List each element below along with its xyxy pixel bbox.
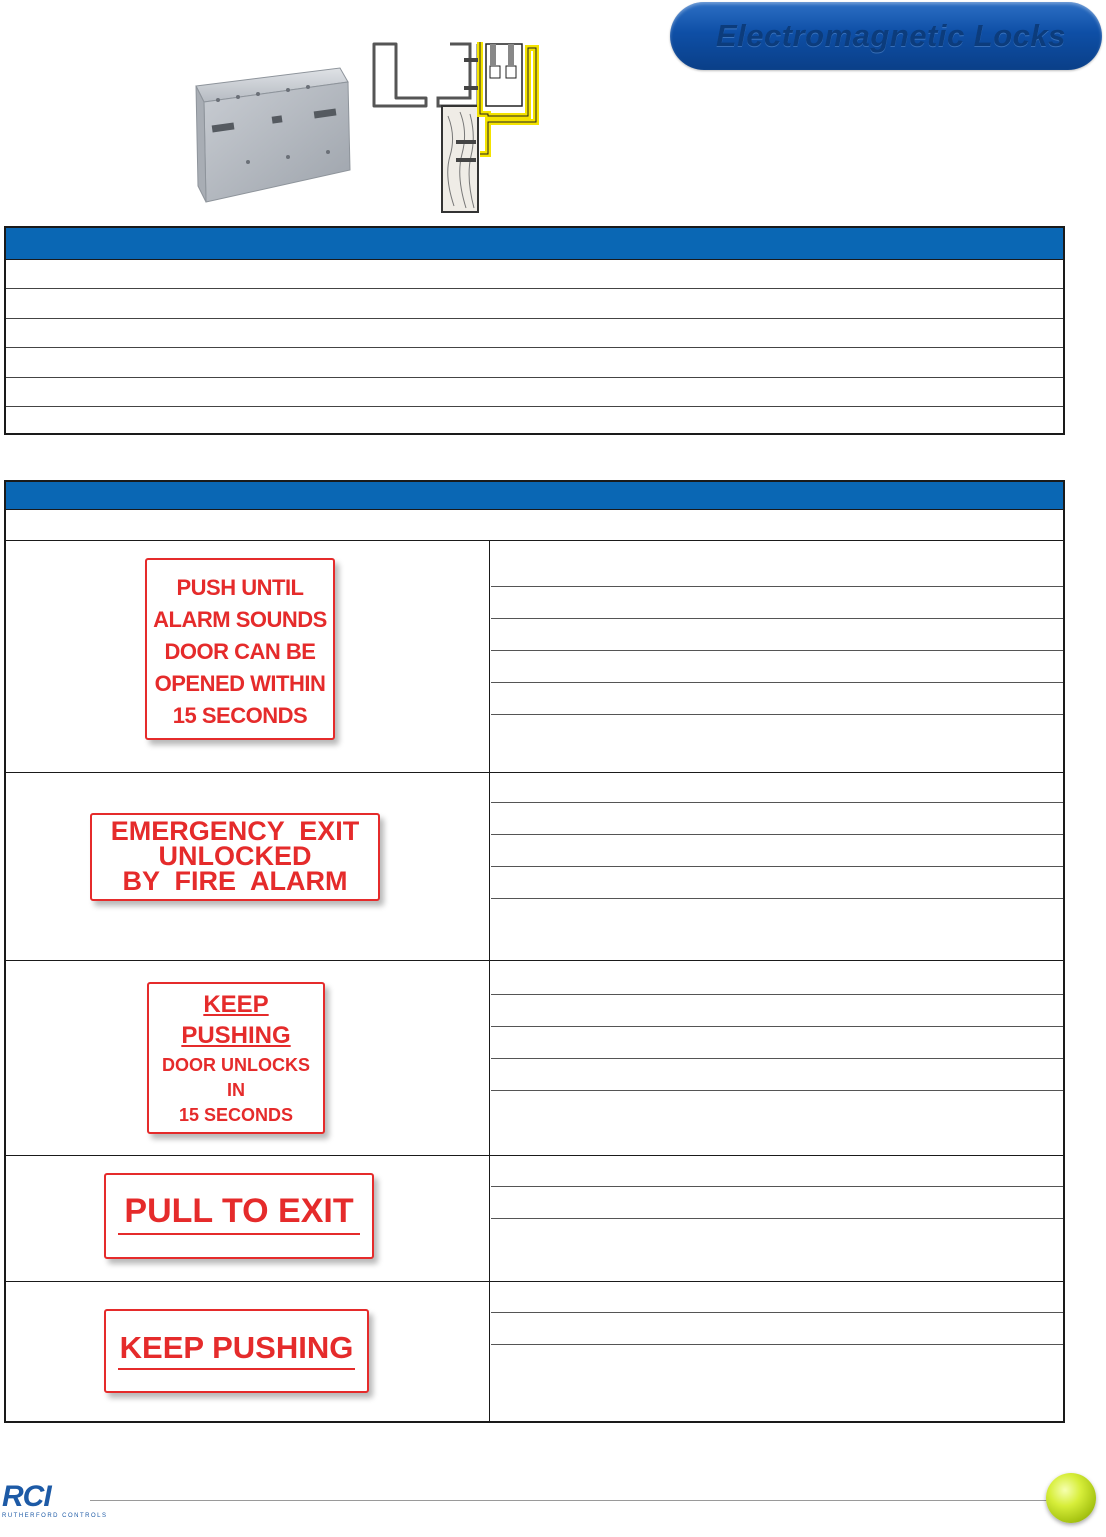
sign-image-cell: [6, 961, 490, 1155]
sign-line: 15 SECONDS: [172, 703, 308, 728]
sign-line: PUSHING: [181, 1022, 291, 1049]
sign-section-keep-pushing: [6, 1281, 1063, 1423]
sign-section-pull-to-exit: [6, 1155, 1063, 1281]
row-divider: [491, 1312, 1063, 1313]
row-divider: [491, 898, 1063, 899]
row-divider: [491, 1218, 1063, 1219]
row-divider: [491, 994, 1063, 995]
sign-details-cell: [491, 961, 1063, 1155]
specification-table: [4, 226, 1065, 435]
sign-line: PUSH UNTIL: [176, 575, 304, 600]
footer-divider: [90, 1500, 1050, 1501]
sign-details-cell: [491, 773, 1063, 960]
row-divider: [491, 834, 1063, 835]
sign-line: PULL TO EXIT: [118, 1191, 360, 1235]
sign-line: KEEP: [203, 991, 269, 1018]
table-row: [6, 407, 1063, 436]
row-divider: [491, 802, 1063, 803]
sign-image-cell: [6, 1156, 490, 1281]
rci-logo-subtext: RUTHERFORD CONTROLS: [2, 1513, 108, 1519]
sign-pull-to-exit: [104, 1173, 374, 1259]
section-title: Electromagnetic Locks: [716, 18, 1066, 53]
table-row: [6, 319, 1063, 348]
rci-logo: RCI: [2, 1480, 51, 1513]
sign-line: UNLOCKED: [158, 841, 312, 871]
sign-image-cell: [6, 541, 490, 772]
sign-image-cell: [6, 1282, 490, 1423]
sign-line: IN: [227, 1080, 245, 1100]
section-title-banner: [670, 2, 1102, 70]
sign-line: OPENED WITHIN: [154, 671, 326, 696]
sign-line: DOOR UNLOCKS: [162, 1055, 310, 1075]
row-divider: [491, 1026, 1063, 1027]
specification-table-header: [6, 228, 1063, 260]
green-ball-icon: [1046, 1473, 1096, 1523]
table-row: [6, 348, 1063, 377]
sign-section-keep-pushing-unlocks: [6, 960, 1063, 1155]
z-bracket-photo: [190, 62, 360, 222]
sign-keep-pushing-door-unlocks: [147, 982, 325, 1134]
sign-line: DOOR CAN BE: [164, 639, 316, 664]
row-divider: [491, 1186, 1063, 1187]
table-row: [6, 289, 1063, 318]
sign-details-cell: [491, 541, 1063, 772]
sign-line: EMERGENCY EXIT: [110, 816, 360, 846]
sign-details-cell: [491, 1156, 1063, 1281]
sign-keep-pushing: [104, 1309, 369, 1393]
sign-push-until-alarm: [145, 558, 335, 740]
row-divider: [491, 1058, 1063, 1059]
sign-image-cell: [6, 773, 490, 960]
sign-line: 15 SECONDS: [178, 1105, 294, 1125]
row-divider: [491, 1090, 1063, 1091]
signage-table-subheader: [6, 509, 1063, 540]
row-divider: [491, 682, 1063, 683]
sign-details-cell: [491, 1282, 1063, 1423]
table-row: [6, 378, 1063, 407]
signage-table-header: [6, 482, 1063, 509]
installation-diagram: [368, 36, 548, 216]
sign-section-push-until-alarm: [6, 540, 1063, 772]
table-row: [6, 260, 1063, 289]
sign-section-emergency-exit: [6, 772, 1063, 960]
row-divider: [491, 714, 1063, 715]
sign-line: ALARM SOUNDS: [153, 607, 327, 632]
sign-line: KEEP PUSHING: [118, 1330, 355, 1370]
row-divider: [491, 586, 1063, 587]
sign-line: BY FIRE ALARM: [122, 866, 348, 896]
row-divider: [491, 650, 1063, 651]
row-divider: [491, 618, 1063, 619]
signage-table: [4, 480, 1065, 1423]
row-divider: [491, 866, 1063, 867]
row-divider: [491, 1344, 1063, 1345]
sign-emergency-exit-unlocked: [90, 813, 380, 901]
